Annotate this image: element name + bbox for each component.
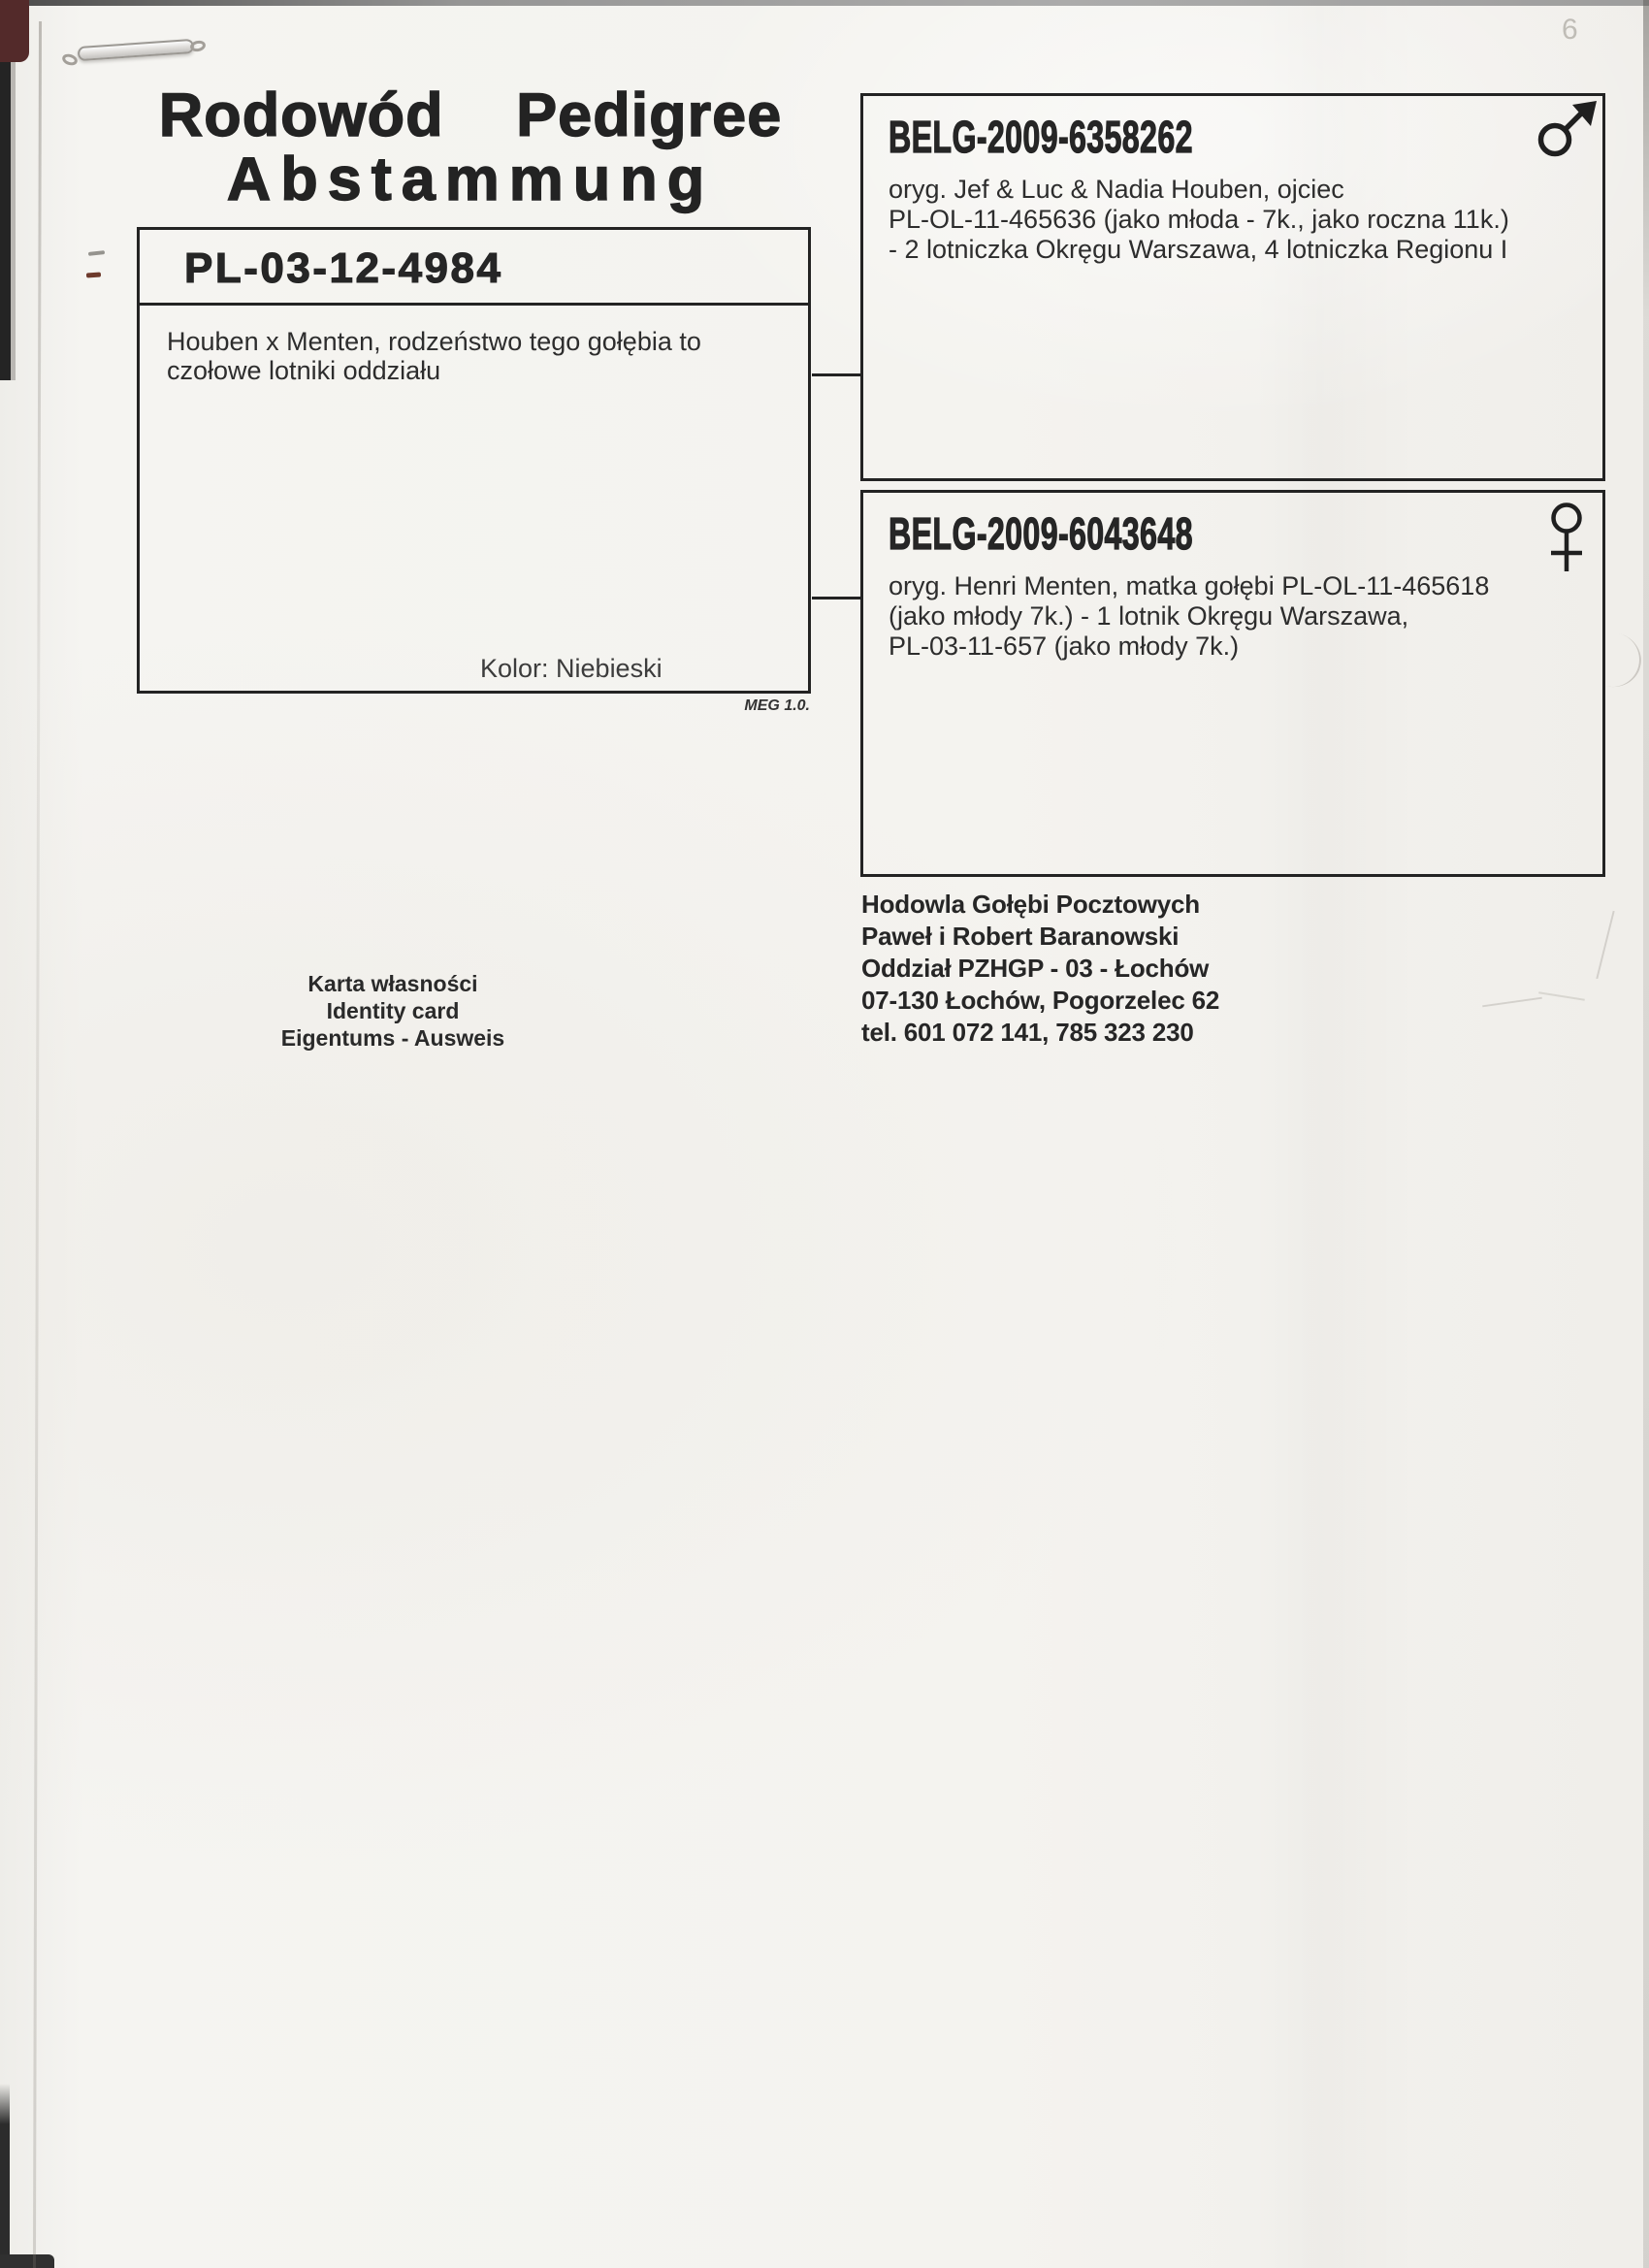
dam-details-line: PL-03-11-657 (jako młody 7k.) (889, 632, 1240, 661)
dam-box (860, 490, 1605, 877)
paper-right-edge-shadow (1643, 0, 1649, 2268)
ownership-card-caption (199, 970, 587, 1052)
paper-scratch-line (1596, 911, 1614, 979)
sire-ring-number: BELG-2009-6358262 (889, 112, 1193, 162)
subject-description-line: czołowe lotniki oddziału (167, 356, 441, 385)
sire-details-line: - 2 lotniczka Okręgu Warszawa, 4 lotniczka Regionu I (889, 235, 1508, 264)
breeder-info (861, 889, 1219, 1049)
sire-box (860, 93, 1605, 481)
title-line-1: Rodowód Pedigree (158, 81, 783, 149)
paper-crease (1538, 991, 1585, 1000)
dam-details-line: oryg. Henri Menten, matka gołębi PL-OL-11-465618 (889, 571, 1490, 600)
male-symbol-icon (1535, 100, 1599, 165)
scanner-edge-bottom-corner (0, 2254, 54, 2268)
scan-corner-stain (0, 0, 29, 62)
breeder-address: 07-130 Łochów, Pogorzelec 62 (861, 986, 1220, 1015)
software-version-mark: MEG 1.0. (744, 697, 810, 714)
title-line-2: Abstammung (226, 146, 715, 213)
subject-description-line: Houben x Menten, rodzeństwo tego gołębia to (167, 327, 701, 356)
pen-dash-red (86, 272, 101, 277)
sire-details-line: oryg. Jef & Luc & Nadia Houben, ojciec (889, 175, 1344, 204)
subject-ring-number: PL-03-12-4984 (140, 230, 808, 306)
ownership-card-line-pl: Karta własności (307, 971, 478, 996)
subject-pigeon-box (137, 227, 811, 694)
pedigree-connector-sire (812, 373, 860, 376)
pedigree-connector-dam (812, 597, 860, 599)
document-title (87, 83, 854, 211)
dam-details-line: (jako młody 7k.) - 1 lotnik Okręgu Warszawa, (889, 601, 1409, 631)
faint-pencil-mark: 6 (1562, 14, 1578, 46)
pen-dash-gray (88, 250, 105, 256)
subject-color-label: Kolor: Niebieski (480, 654, 663, 683)
staple-wire-left (61, 52, 80, 67)
dam-details (889, 571, 1602, 662)
ownership-card-line-en: Identity card (326, 998, 460, 1023)
ownership-card-line-de: Eigentums - Ausweis (280, 1025, 505, 1051)
subject-description (140, 306, 808, 385)
breeder-owners: Paweł i Robert Baranowski (861, 922, 1180, 951)
breeder-phone: tel. 601 072 141, 785 323 230 (861, 1018, 1194, 1047)
staple-icon (78, 39, 195, 61)
paper-edge-shadow (33, 21, 42, 2268)
sire-details-line: PL-OL-11-465636 (jako młoda - 7k., jako roczna 11k.) (889, 205, 1509, 234)
female-symbol-icon (1544, 502, 1589, 590)
paper-crease (1482, 997, 1542, 1008)
scanner-edge-left-bottom (0, 2084, 10, 2268)
sire-details (889, 175, 1602, 265)
breeder-loft-name: Hodowla Gołębi Pocztowych (861, 890, 1200, 919)
scanner-edge-top (0, 0, 1649, 6)
breeder-club-section: Oddział PZHGP - 03 - Łochów (861, 954, 1210, 983)
dam-ring-number: BELG-2009-6043648 (889, 508, 1193, 559)
